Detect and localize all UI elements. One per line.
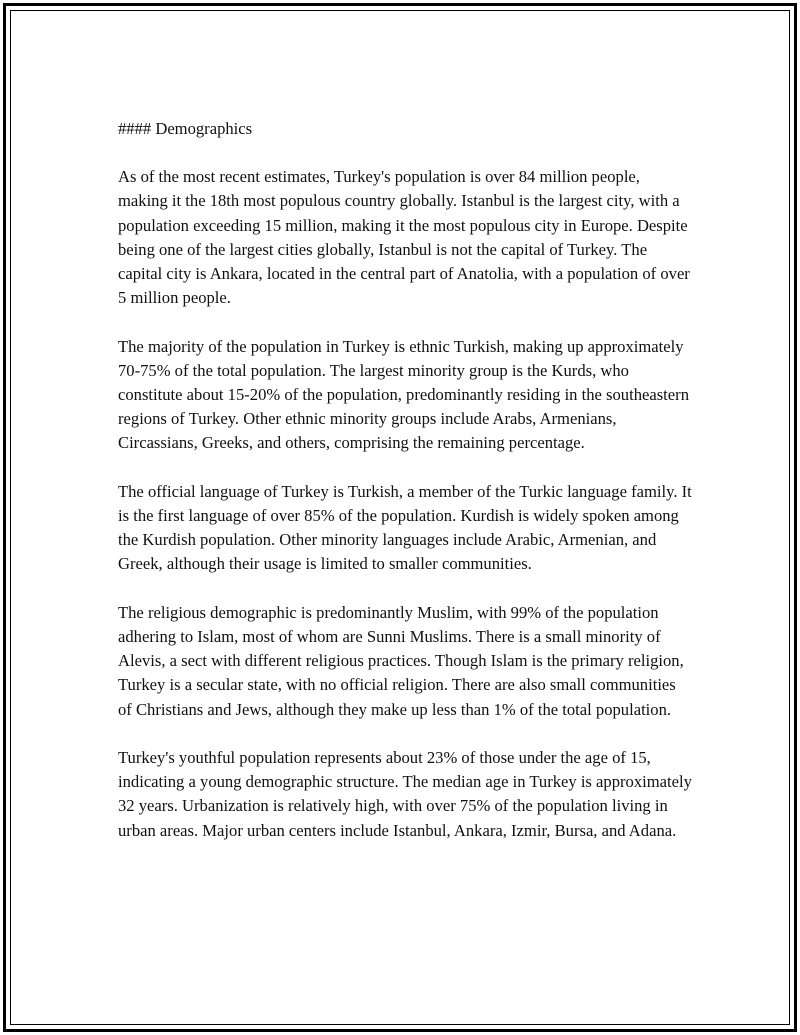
section-heading: #### Demographics <box>118 119 253 138</box>
paragraph-population: As of the most recent estimates, Turkey's population is over 84 million people, making it the 18th most populous country globally. Istanbul is the largest city, with a population exceeding 15 million, making it the most populous city in Europe. Despite being one of the largest cities globally, Istanbul is not the capital of Turkey. The capital city is Ankara, located in the central part of Anatolia, with a population of over 5 million people. <box>118 167 690 308</box>
paragraph-religion: The religious demographic is predominantly Muslim, with 99% of the population adhering to Islam, most of whom are Sunni Muslims. There is a small minority of Alevis, a sect with different religious practices. Though Islam is the primary religion, Turkey is a secular state, with no official religion. There are also small communities of Christians and Jews, although they make up less than 1% of the total population. <box>118 602 684 719</box>
paragraph-age-urbanization: Turkey's youthful population represents about 23% of those under the age of 15, indicating a young demographic structure. The median age in Turkey is approximately 32 years. Urbanization is relatively high, with over 75% of the population living in urban areas. Major urban centers include Istanbul, Ankara, Izmir, Bursa, and Adana. <box>118 748 692 840</box>
document-body <box>118 117 693 867</box>
paragraph-ethnicity: The majority of the population in Turkey is ethnic Turkish, making up approximately 70-75% of the total population. The largest minority group is the Kurds, who constitute about 15-20% of the population, predominantly residing in the southeastern regions of Turkey. Other ethnic minority groups include Arabs, Armenians, Circassians, Greeks, and others, comprising the remaining percentage. <box>118 336 689 453</box>
paragraph-language: The official language of Turkey is Turkish, a member of the Turkic language family. It is the first language of over 85% of the population. Kurdish is widely spoken among the Kurdish population. Other minority languages include Arabic, Armenian, and Greek, although their usage is limited to smaller communities. <box>118 481 692 574</box>
